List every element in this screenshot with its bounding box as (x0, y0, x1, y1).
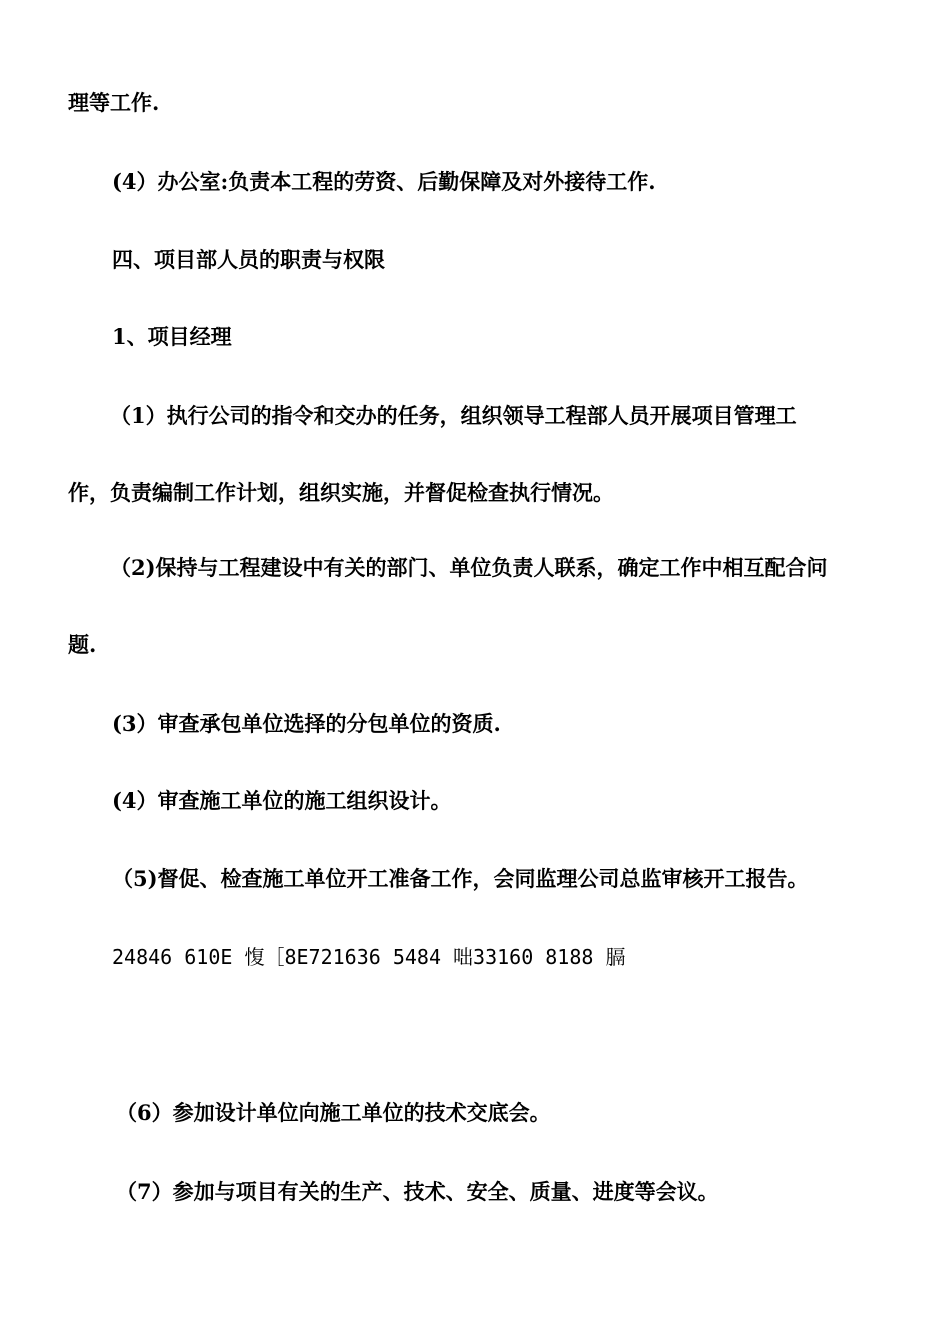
paragraph-line: (3）审查承包单位选择的分包单位的资质. (112, 711, 501, 736)
paragraph-line: (4）办公室:负责本工程的劳资、后勤保障及对外接待工作. (112, 169, 656, 194)
paragraph-line: (4）审查施工单位的施工组织设计。 (112, 788, 452, 813)
paragraph-line: （5)督促、检查施工单位开工准备工作，会同监理公司总监审核开工报告。 (112, 866, 809, 891)
garbled-text-line: 24846 610E 愎［8E721636 5484 咄33160 8188 膈 (112, 945, 626, 969)
paragraph-line: （2)保持与工程建设中有关的部门、单位负责人联系，确定工作中相互配合问 (110, 555, 828, 580)
paragraph-line: 理等工作. (68, 90, 160, 115)
paragraph-line: （1）执行公司的指令和交办的任务，组织领导工程部人员开展项目管理工 (110, 403, 797, 428)
paragraph-line: 题. (68, 632, 97, 657)
section-heading: 四、项目部人员的职责与权限 (112, 247, 385, 272)
subsection-heading: 1、项目经理 (112, 324, 232, 349)
paragraph-line: （6）参加设计单位向施工单位的技术交底会。 (116, 1100, 551, 1125)
paragraph-line: （7）参加与项目有关的生产、技术、安全、质量、进度等会议。 (116, 1179, 719, 1204)
paragraph-line: 作，负责编制工作计划，组织实施，并督促检查执行情况。 (68, 480, 614, 505)
